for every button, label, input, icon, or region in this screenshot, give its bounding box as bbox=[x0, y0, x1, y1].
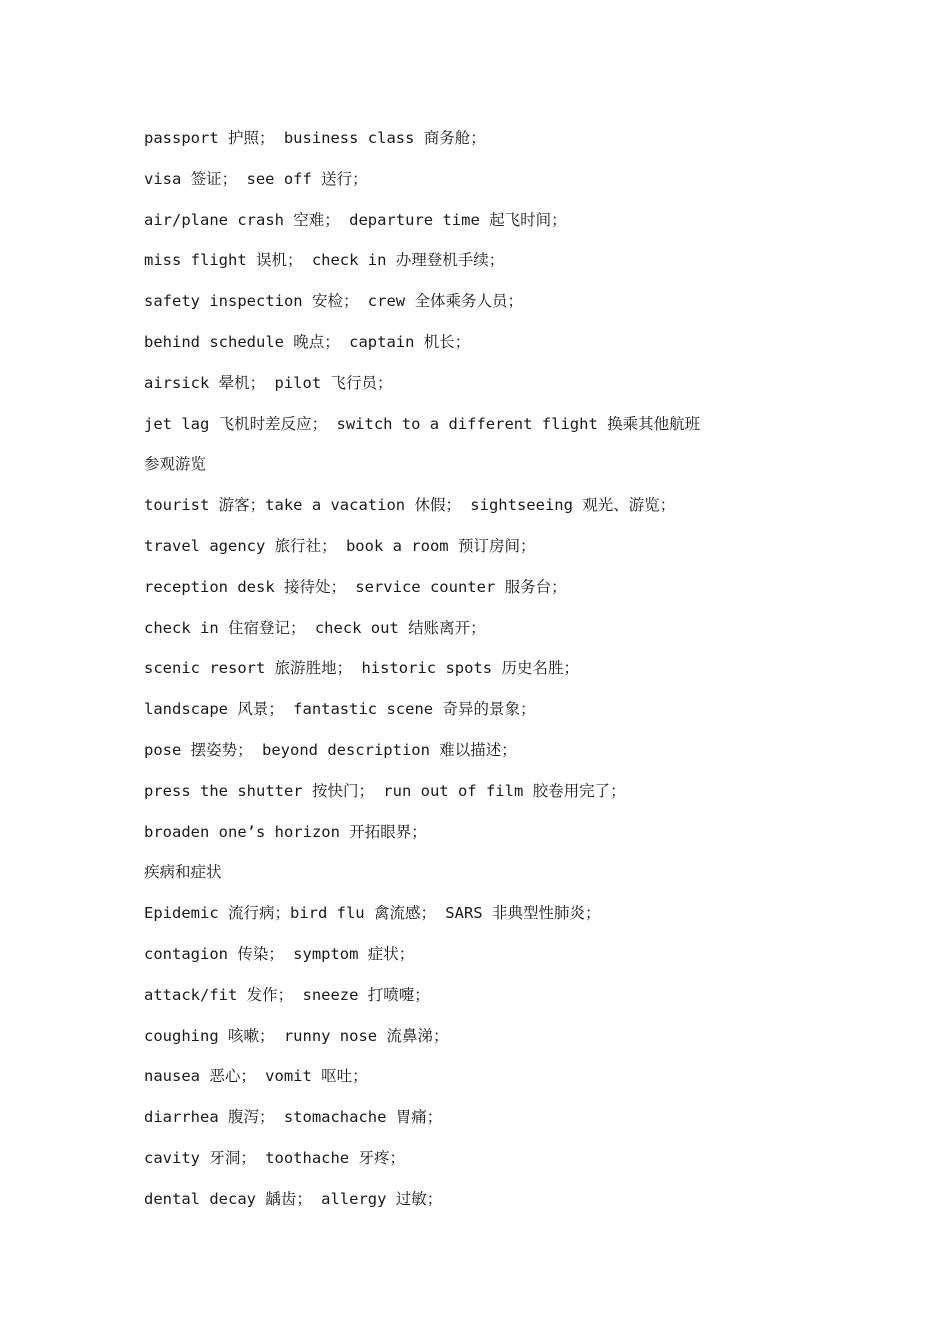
vocab-line: airsick 晕机； pilot 飞行员； bbox=[144, 373, 393, 392]
vocab-line: safety inspection 安检； crew 全体乘务人员； bbox=[144, 292, 523, 311]
vocab-line: check in 住宿登记； check out 结账离开； bbox=[144, 618, 486, 637]
vocab-line: dental decay 龋齿； allergy 过敏； bbox=[144, 1189, 443, 1208]
vocab-line: air/plane crash 空难； departure time 起飞时间； bbox=[144, 210, 567, 229]
vocab-line: attack/fit 发作； sneeze 打喷嚏； bbox=[144, 985, 430, 1004]
vocab-line: nausea 恶心； vomit 呕吐； bbox=[144, 1067, 368, 1086]
section-heading: 参观游览 bbox=[144, 455, 207, 474]
vocab-line: reception desk 接待处； service counter 服务台； bbox=[144, 577, 567, 596]
section-heading: 疾病和症状 bbox=[144, 863, 222, 882]
vocab-line: behind schedule 晚点； captain 机长； bbox=[144, 332, 471, 351]
vocab-line: tourist 游客；take a vacation 休假； sightseeing 观光、游览； bbox=[144, 496, 676, 515]
vocab-line: pose 摆姿势； beyond description 难以描述； bbox=[144, 740, 517, 759]
vocab-line: visa 签证； see off 送行； bbox=[144, 169, 368, 188]
vocab-line: travel agency 旅行社； book a room 预订房间； bbox=[144, 536, 536, 555]
vocab-line: landscape 风景； fantastic scene 奇异的景象； bbox=[144, 700, 536, 719]
vocabulary-list bbox=[144, 123, 904, 1225]
vocab-line: cavity 牙洞； toothache 牙疼； bbox=[144, 1148, 405, 1167]
vocab-line: press the shutter 按快门； run out of film 胶卷用完了； bbox=[144, 781, 626, 800]
vocab-line: contagion 传染； symptom 症状； bbox=[144, 944, 415, 963]
vocab-line: Epidemic 流行病；bird flu 禽流感； SARS 非典型性肺炎； bbox=[144, 904, 601, 923]
vocab-line: broaden one’s horizon 开拓眼界； bbox=[144, 822, 427, 841]
vocab-line: jet lag 飞机时差反应； switch to a different flight 换乘其他航班 bbox=[144, 414, 701, 433]
vocab-line: coughing 咳嗽； runny nose 流鼻涕； bbox=[144, 1026, 449, 1045]
vocab-line: miss flight 误机； check in 办理登机手续； bbox=[144, 251, 505, 270]
vocab-line: passport 护照； business class 商务舱； bbox=[144, 129, 486, 147]
vocab-line: scenic resort 旅游胜地； historic spots 历史名胜； bbox=[144, 659, 579, 678]
vocab-line: diarrhea 腹泻； stomachache 胃痛； bbox=[144, 1108, 443, 1127]
